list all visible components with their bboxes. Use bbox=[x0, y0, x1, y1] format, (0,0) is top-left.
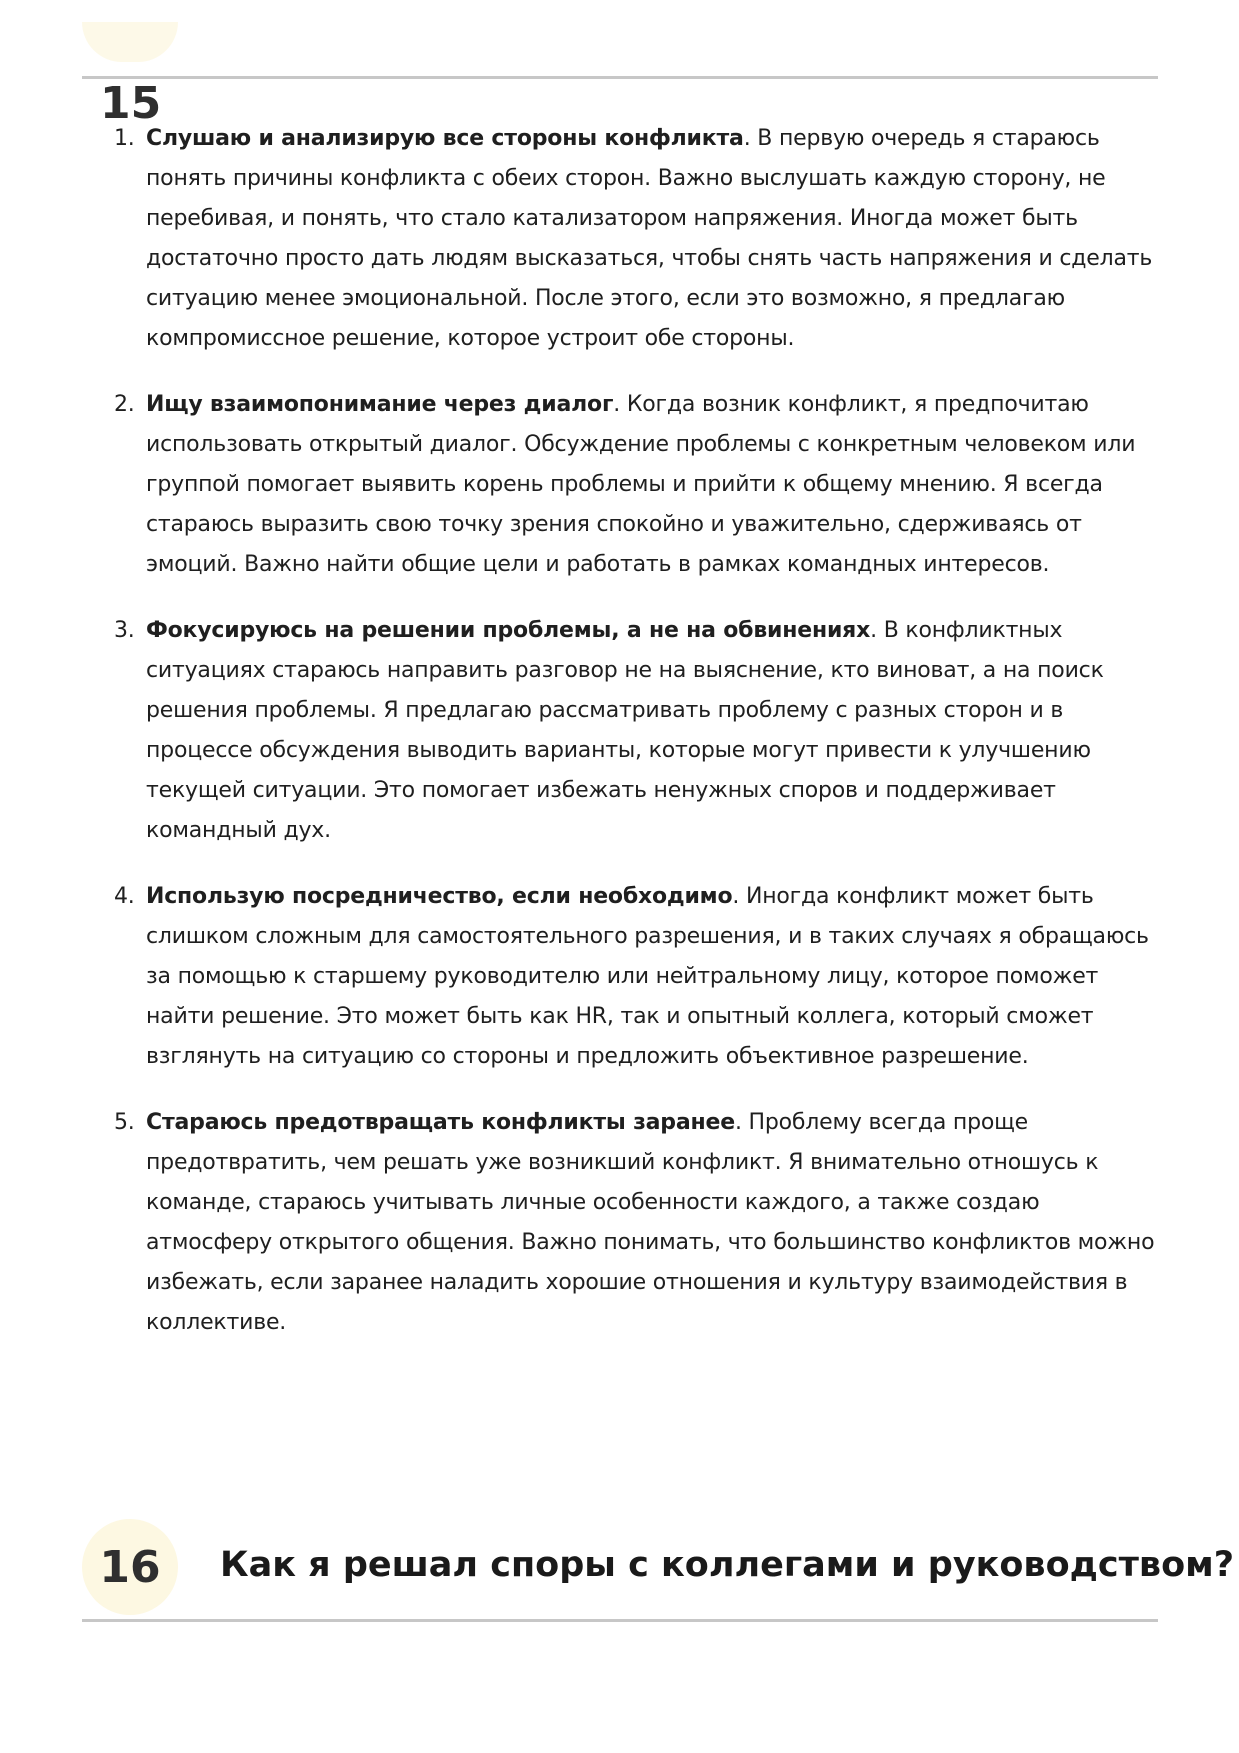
list-item bbox=[114, 385, 1164, 585]
list-item-number: 3. bbox=[114, 618, 135, 643]
list-item-number: 1. bbox=[114, 126, 135, 151]
list-item-number: 4. bbox=[114, 884, 135, 909]
section-number-badge bbox=[82, 1519, 178, 1615]
list-item-heading: Ищу взаимопонимание через диалог bbox=[146, 392, 614, 417]
section-number-16: 16 bbox=[99, 1541, 161, 1593]
list-item-text: . Когда возник конфликт, я предпочитаю использовать открытый диалог. Обсуждение проблемы с конкретным человеком или группой помогает выявить корень проблемы и прийти к общему мнению. Я всегда стараюсь выразить свою точку зрения спокойно и уважительно, сдерживаясь от эмоций. Важно найти общие цели и работать в рамках командных интересов. bbox=[146, 392, 1136, 577]
section-number-15: 15 bbox=[100, 78, 162, 129]
list-item-heading: Стараюсь предотвращать конфликты заранее bbox=[146, 1110, 735, 1135]
list-item-heading: Использую посредничество, если необходимо bbox=[146, 884, 733, 909]
list-item bbox=[114, 611, 1164, 851]
list-item-text: . В первую очередь я стараюсь понять причины конфликта с обеих сторон. Важно выслушать каждую сторону, не перебивая, и понять, что стало катализатором напряжения. Иногда может быть достаточно просто дать людям высказаться, чтобы снять часть напряжения и сделать ситуацию менее эмоциональной. После этого, если это возможно, я предлагаю компромиссное решение, которое устроит обе стороны. bbox=[146, 126, 1153, 351]
list-item-text: . Иногда конфликт может быть слишком сложным для самостоятельного разрешения, и в таких случаях я обращаюсь за помощью к старшему руководителю или нейтральному лицу, которое поможет найти решение. Это может быть как HR, так и опытный коллега, который сможет взглянуть на ситуацию со стороны и предложить объективное разрешение. bbox=[146, 884, 1149, 1069]
list-item bbox=[114, 119, 1164, 359]
bottom-divider bbox=[82, 1619, 1158, 1622]
list-item-text: . В конфликтных ситуациях стараюсь направить разговор не на выяснение, кто виноват, а на поиск решения проблемы. Я предлагаю рассматривать проблему с разных сторон и в процессе обсуждения выводить варианты, которые могут привести к улучшению текущей ситуации. Это помогает избежать ненужных споров и поддерживает командный дух. bbox=[146, 618, 1104, 843]
list-item-heading: Слушаю и анализирую все стороны конфликта bbox=[146, 126, 744, 151]
list-item-number: 5. bbox=[114, 1110, 135, 1135]
list-item-text: . Проблему всегда проще предотвратить, чем решать уже возникший конфликт. Я внимательно отношусь к команде, стараюсь учитывать личные особенности каждого, а также создаю атмосферу открытого общения. Важно понимать, что большинство конфликтов можно избежать, если заранее наладить хорошие отношения и культуру взаимодействия в коллективе. bbox=[146, 1110, 1155, 1335]
list-item bbox=[114, 1103, 1164, 1343]
top-divider bbox=[82, 76, 1158, 79]
list-item-number: 2. bbox=[114, 392, 135, 417]
list-item-heading: Фокусируюсь на решении проблемы, а не на обвинениях bbox=[146, 618, 871, 643]
list-item bbox=[114, 877, 1164, 1077]
top-circle-decoration bbox=[82, 22, 178, 62]
conflict-strategies-list bbox=[114, 119, 1164, 1369]
section-title: Как я решал споры с коллегами и руководством? bbox=[220, 1545, 1235, 1585]
